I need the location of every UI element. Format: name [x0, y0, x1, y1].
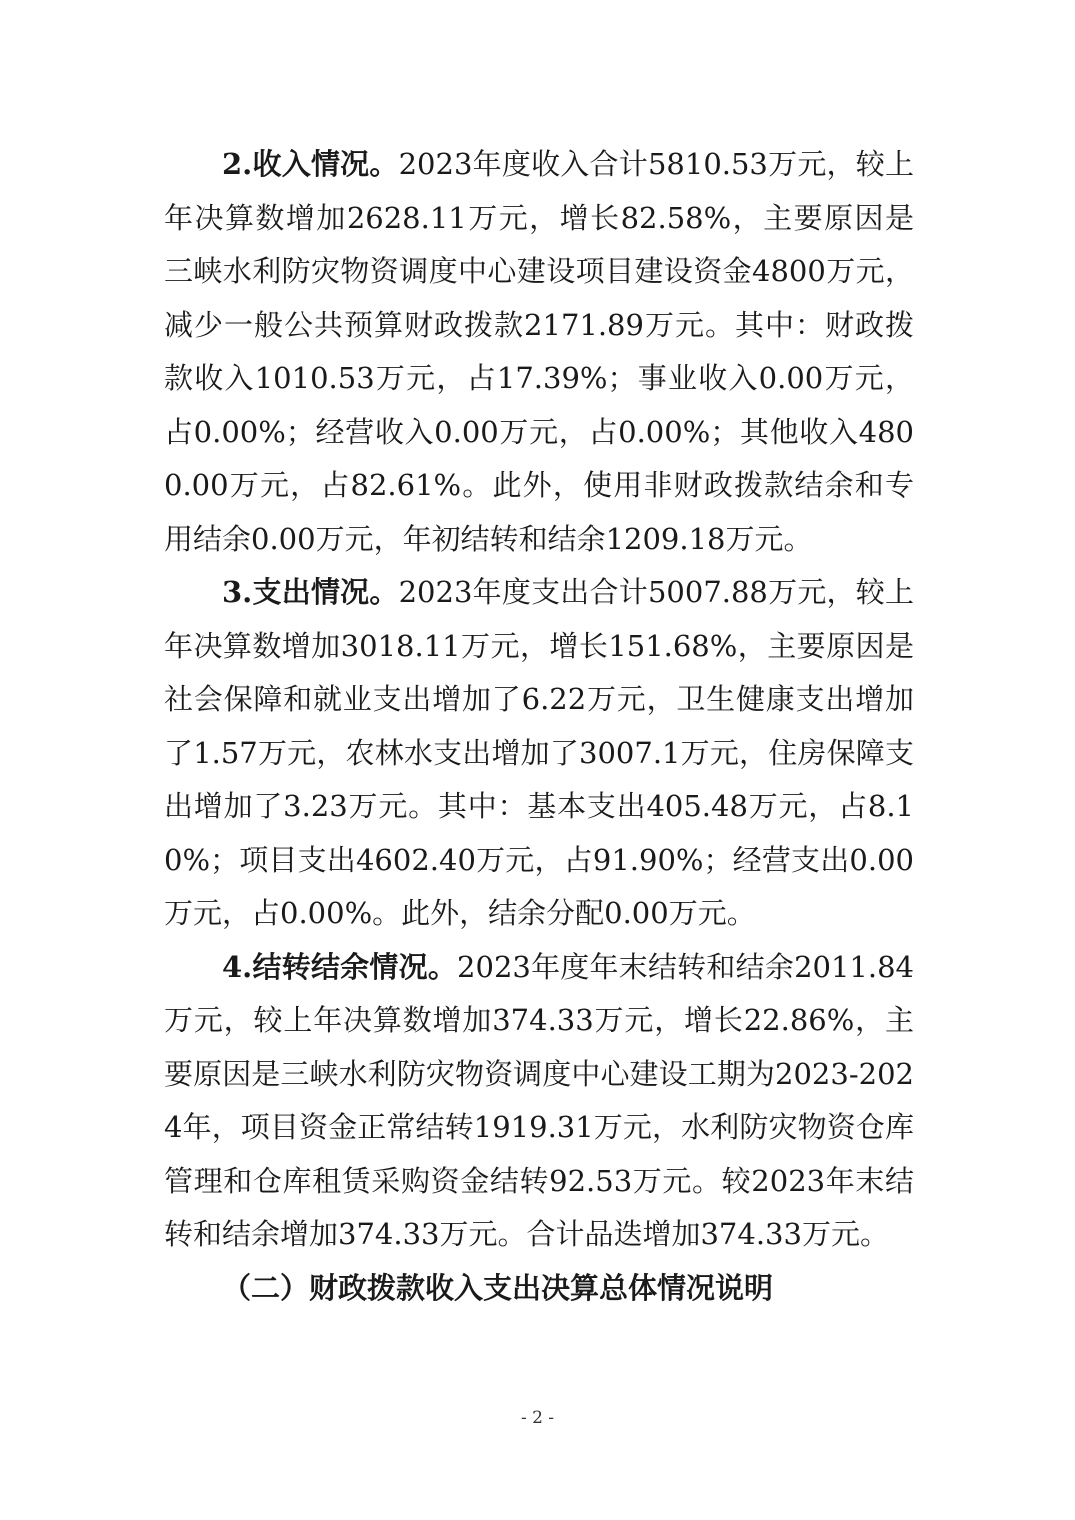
section-heading: （二）财政拨款收入支出决算总体情况说明	[222, 1270, 774, 1305]
paragraph-body: 2023年度支出合计5007.88万元，较上年决算数增加3018.11万元，增长151.68%，主要原因是社会保障和就业支出增加了6.22万元，卫生健康支出增加了1.57万元，农林水支出增加了3007.1万元，住房保障支出增加了3.23万元。其中：基本支出405.48万元，占8.10%；项目支出4602.40万元，占91.90%；经营支出0.00万元，占0.00%。此外，结余分配0.00万元。	[164, 575, 914, 930]
paragraph-body: 2023年度收入合计5810.53万元，较上年决算数增加2628.11万元，增长82.58%，主要原因是三峡水利防灾物资调度中心建设项目建设资金4800万元，减少一般公共预算财政拨款2171.89万元。其中：财政拨款收入1010.53万元，占17.39%；事业收入0.00万元，占0.00%；经营收入0.00万元，占0.00%；其他收入4800.00万元，占82.61%。此外，使用非财政拨款结余和专用结余0.00万元，年初结转和结余1209.18万元。	[164, 147, 914, 556]
paragraph-carryover	[164, 941, 914, 1262]
paragraph-heading: 2.收入情况。	[222, 147, 399, 181]
page-number: - 2 -	[520, 1408, 555, 1428]
paragraph-income	[164, 138, 914, 566]
document-page	[164, 138, 914, 1315]
paragraph-expenditure	[164, 566, 914, 941]
paragraph-body: 2023年度年末结转和结余2011.84万元，较上年决算数增加374.33万元，增长22.86%，主要原因是三峡水利防灾物资调度中心建设工期为2023-2024年，项目资金正常结转1919.31万元，水利防灾物资仓库管理和仓库租赁采购资金结转92.53万元。较2023年末结转和结余增加374.33万元。合计品迭增加374.33万元。	[164, 949, 914, 1251]
paragraph-heading: 4.结转结余情况。	[222, 949, 458, 984]
paragraph-heading: 3.支出情况。	[222, 575, 399, 609]
